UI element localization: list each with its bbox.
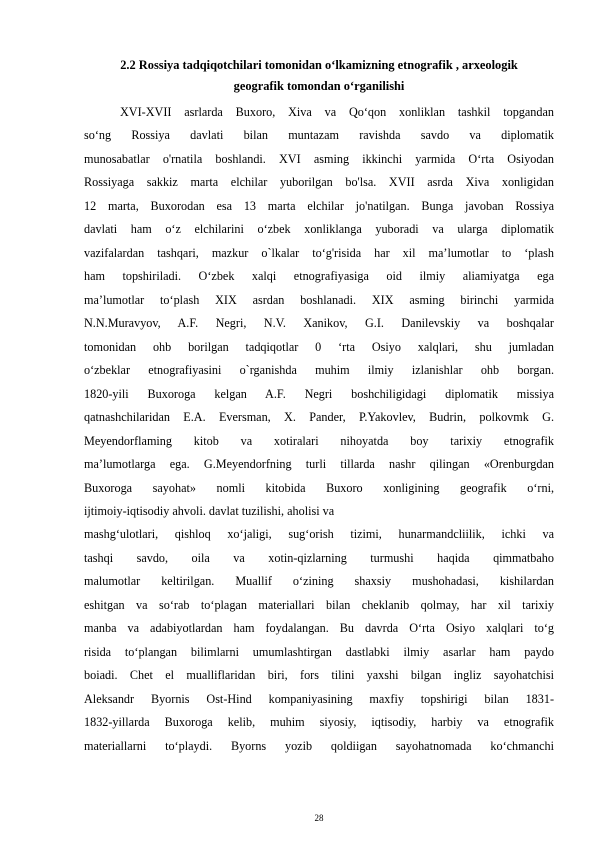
text-line: ma’lumotlar to‘plash XIX asrdan boshlanadi. XIX asming birinchi yarmida (84, 292, 554, 307)
section-title-line-2: geografik tomondan o‘rganilishi (233, 79, 405, 93)
text-line: Meyendorflaming kitob va xotiralari nihoyatda boy tarixiy etnografik (84, 433, 554, 448)
text-line: Rossiyaga sakkiz marta elchilar yuborilgan bo'lsa. XVII asrda Xiva xonligidan (84, 175, 554, 190)
page-number: 28 (314, 813, 324, 823)
text-line: o‘zbeklar etnografiyasini o`rganishda muhim ilmiy izlanishlar ohb borgan. (84, 363, 554, 378)
text-line: boiadi. Chet el mualliflaridan biri, fors tilini yaxshi bilgan ingliz sayohatchisi (84, 668, 554, 683)
text-line: tomonidan ohb borilgan tadqiqotlar 0 ‘rta Osiyo xalqlari, shu jumladan (84, 339, 554, 354)
text-line: materiallarni to‘playdi. Byorns yozib qoldiigan sayohatnomada ko‘chmanchi (84, 738, 554, 753)
text-line: 1832-yillarda Buxoroga kelib, muhim siyosiy, iqtisodiy, harbiy va etnografik (84, 715, 554, 730)
text-line: malumotlar keltirilgan. Muallif o‘zining shaxsiy mushohadasi, kishilardan (84, 574, 554, 589)
text-line: qatnashchilaridan E.A. Eversman, X. Pander, P.Yakovlev, Budrin, polkovmk G. (84, 410, 554, 425)
text-line: ham topshiriladi. O‘zbek xalqi etnografiyasiga oid ilmiy aliamiyatga ega (84, 269, 554, 284)
text-line: 12 marta, Buxorodan esa 13 marta elchilar jo'natilgan. Bunga javoban Rossiya (84, 198, 554, 213)
text-line: eshitgan va so‘rab to‘plagan materiallari bilan cheklanib qolmay, har xil tarixiy (84, 597, 554, 612)
section-title (84, 55, 554, 97)
text-line: so‘ng Rossiya davlati bilan muntazam ravishda savdo va diplomatik (84, 128, 554, 143)
text-line: vazifalardan tashqari, mazkur o`lkalar to‘g'risida har xil ma’lumotlar to ‘plash (84, 245, 554, 260)
body-paragraph (84, 101, 554, 758)
text-line: manba va adabiyotlardan ham foydalangan. Bu davrda O‘rta Osiyo xalqlari to‘g (84, 621, 554, 636)
text-line: risida to‘plangan bilimlarni umumlashtirgan dastlabki ilmiy asarlar ham paydo (84, 644, 554, 659)
text-line: Buxoroga sayohat» nomli kitobida Buxoro xonligining geografik o‘rni, (84, 480, 554, 495)
text-line: mashg‘ulotlari, qishloq xo‘jaligi, sug‘orish tizimi, hunarmandcliilik, ichki va (84, 527, 554, 542)
text-line: 1820-yili Buxoroga kelgan A.F. Negri boshchiligidagi diplomatik missiya (84, 386, 554, 401)
text-line: munosabatlar o'rnatila boshlandi. XVI asming ikkinchi yarmida O‘rta Osiyodan (84, 151, 554, 166)
text-line: Aleksandr Byornis Ost-Hind kompaniyasining maxfiy topshirigi bilan 1831- (84, 691, 554, 706)
text-line: N.N.Muravyov, A.F. Negri, N.V. Xanikov, G.I. Danilevskiy va boshqalar (84, 316, 554, 331)
text-line: ijtimoiy-iqtisodiy ahvoli. davlat tuzilishi, aholisi va (84, 503, 335, 518)
text-line: tashqi savdo, oila va xotin-qizlarning turmushi haqida qimmatbaho (84, 550, 554, 565)
text-line: ma’lumotlarga ega. G.Meyendorfning turli tillarda nashr qilingan «Orenburgdan (84, 457, 554, 472)
section-title-line-1: 2.2 Rossiya tadqiqotchilari tomonidan o‘lkamizning etnografik , arxeologik (120, 58, 518, 72)
text-line: davlati ham o‘z elchilarini o‘zbek xonliklanga yuboradi va ularga diplomatik (84, 222, 554, 237)
text-line: XVI-XVII asrlarda Buxoro, Xiva va Qo‘qon xonliklan tashkil topgandan (120, 105, 554, 119)
